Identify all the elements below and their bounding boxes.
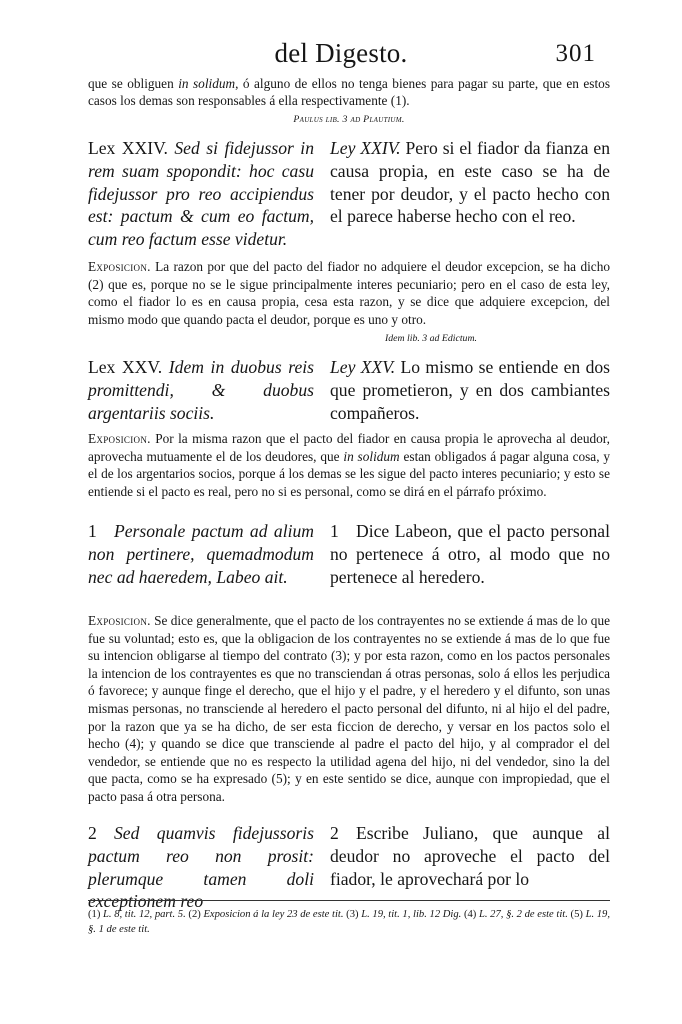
lex-25-latin-heading: Lex XXV. bbox=[88, 357, 163, 377]
exposition-2 bbox=[88, 430, 610, 500]
paragraph-2-spanish bbox=[330, 822, 610, 890]
page-header bbox=[0, 38, 682, 72]
source-citation-paulus: Paulus lib. 3 ad Plautium. bbox=[293, 114, 405, 125]
lex-24-spanish-text: Pero si el fiador da fianza en causa propia, en este caso se ha de tener por deudor, y el pacto hecho con el parece haberse hecho con el reo. bbox=[330, 138, 610, 227]
intro-text-start: que se obliguen bbox=[88, 76, 179, 91]
lex-24-latin-text: Sed si fidejussor in rem suam spopondit: hoc casu fidejussor pro reo accipiendus est: pactum & cum eo factum, cum reo factum esse videtur. bbox=[88, 138, 314, 250]
running-title: del Digesto. bbox=[274, 38, 408, 68]
exposition-2-text-end: estan obligados á pagar alguna cosa, y el de los argentarios socios, porque á los demas se les sigue del pacto interes pecuniario; y esto se entiende si el pacto es real, pero no si es personal, como se dirá en el párrafo próximo. bbox=[88, 448, 611, 499]
footnote-3-ref: L. 19, tit. 1, lib. 12 Dig. bbox=[361, 909, 462, 920]
lex-25-spanish-text: Lo mismo se entiende en dos que prometieron, y en dos cambiantes compañeros. bbox=[330, 357, 611, 423]
exposition-2-latin-term: in solidum bbox=[343, 448, 400, 464]
footnotes bbox=[88, 908, 610, 937]
footnote-2-marker: (2) bbox=[185, 909, 204, 920]
exposition-2-label: Exposicion. bbox=[88, 431, 151, 446]
paragraph-1-spanish-number: 1 bbox=[330, 521, 339, 541]
footnote-4-ref: L. 27, §. 2 de este tit. bbox=[478, 909, 568, 920]
footnote-2-ref: Exposicion á la ley 23 de este tit. bbox=[203, 909, 344, 920]
exposition-3 bbox=[88, 612, 610, 806]
lex-24-section bbox=[88, 137, 610, 250]
footnote-4-marker: (4) bbox=[461, 909, 479, 920]
exposition-1-label: Exposicion. bbox=[88, 259, 151, 274]
exposition-2-text-start: Por la misma razon que el pacto del fiador en causa propia le aprovecha al deudor, aprovecha mutuamente el de los deudores, que bbox=[88, 431, 610, 464]
lex-25-latin bbox=[88, 356, 314, 424]
paragraph-2-section bbox=[88, 822, 610, 912]
exposition-3-text: Se dice generalmente, que el pacto de los contrayentes no se extiende á mas de lo que fue su voluntad; esto es, que la obligacion de los contrayentes no se extiende á mas de lo que fue su intencion obligarse al tiempo del contrato (3); y por esta razon, como en los pactos personales la intencion de los contrayentes es que no transciendan á otras personas, solo á ellos les perjudica ó favorece; y aunque finge el derecho, que el hijo y el padre, y el heredero y el difunto, son unas mismas personas, no transciende al heredero el pacto personal del difunto, ni al hijo el del padre, por la razon que ya se ha dicho, de ser esta ficcion de derecho, y versar en los pactos solo el hecho (4); y quando se dice que transciende al padre el pacto del hijo, y al comprador el del vendedor, se entiende que no es respecto la utilidad agena del hijo, ni del vendedor, sino la del que pacta, como se ha expresado (5); y en este sentido se dice, aunque con impropiedad, que el pacto pasa á otra persona. bbox=[88, 613, 610, 804]
exposition-1 bbox=[88, 258, 610, 328]
paragraph-1-spanish-text: Dice Labeon, que el pacto personal no pertenece á otro, al modo que no pertenece al heredero. bbox=[330, 521, 610, 587]
lex-24-spanish bbox=[330, 137, 610, 228]
paragraph-2-spanish-text: Escribe Juliano, que aunque al deudor no aproveche el pacto del fiador, le aprovechará por lo bbox=[330, 823, 610, 889]
footnote-1-ref: L. 8, tit. 12, part. 5. bbox=[103, 909, 186, 920]
paragraph-1-latin-text: Personale pactum ad alium non pertinere, quemadmodum nec ad haeredem, Labeo ait. bbox=[88, 521, 314, 587]
exposition-1-text: La razon por que del pacto del fiador no adquiere el deudor excepcion, se ha dicho (2) que es, porque no se le sigue principalmente interes pecuniario; pero en el caso de esta ley, como el fiador lo es en causa propia, cesa esta razon, y se dice que adquiere excepcion, del mismo modo que quando pacta el deudor, porque es uno y otro. bbox=[88, 259, 610, 327]
exposition-3-label: Exposicion. bbox=[88, 613, 151, 628]
paragraph-2-latin-number: 2 bbox=[88, 823, 97, 843]
paragraph-1-spanish bbox=[330, 520, 610, 588]
paragraph-1-latin bbox=[88, 520, 314, 588]
paragraph-1-section bbox=[88, 520, 610, 612]
lex-24-latin bbox=[88, 137, 314, 251]
footnote-5-ref: L. 19, §. 1 de este tit. bbox=[88, 909, 611, 935]
intro-text-end: , ó alguno de ellos no tenga bienes para pagar su parte, que en estos casos los demas son responsables á ella respectivamente (1). bbox=[88, 76, 610, 108]
paragraph-2-spanish-number: 2 bbox=[330, 823, 339, 843]
paragraph-1-latin-number: 1 bbox=[88, 521, 97, 541]
paragraph-2-latin-text: Sed quamvis fidejussoris pactum reo non prosit: plerumque tamen doli exceptionem reo bbox=[88, 823, 314, 912]
lex-25-section bbox=[88, 356, 610, 426]
footnote-divider bbox=[88, 900, 610, 901]
lex-25-spanish bbox=[330, 356, 610, 424]
lex-24-latin-heading: Lex XXIV. bbox=[88, 138, 168, 158]
footnote-3-marker: (3) bbox=[343, 909, 362, 920]
footnote-1-marker: (1) bbox=[88, 909, 104, 920]
page-number: 301 bbox=[555, 40, 596, 67]
lex-24-spanish-heading: Ley XXIV. bbox=[330, 138, 401, 158]
intro-paragraph bbox=[88, 75, 610, 109]
lex-25-spanish-heading: Ley XXV. bbox=[330, 357, 396, 377]
intro-latin-term: in solidum bbox=[178, 76, 236, 91]
footnote-5-marker: (5) bbox=[567, 909, 586, 920]
source-citation-idem: Idem lib. 3 ad Edictum. bbox=[385, 333, 477, 344]
lex-25-latin-text: Idem in duobus reis promittendi, & duobus argentariis sociis. bbox=[88, 357, 314, 423]
